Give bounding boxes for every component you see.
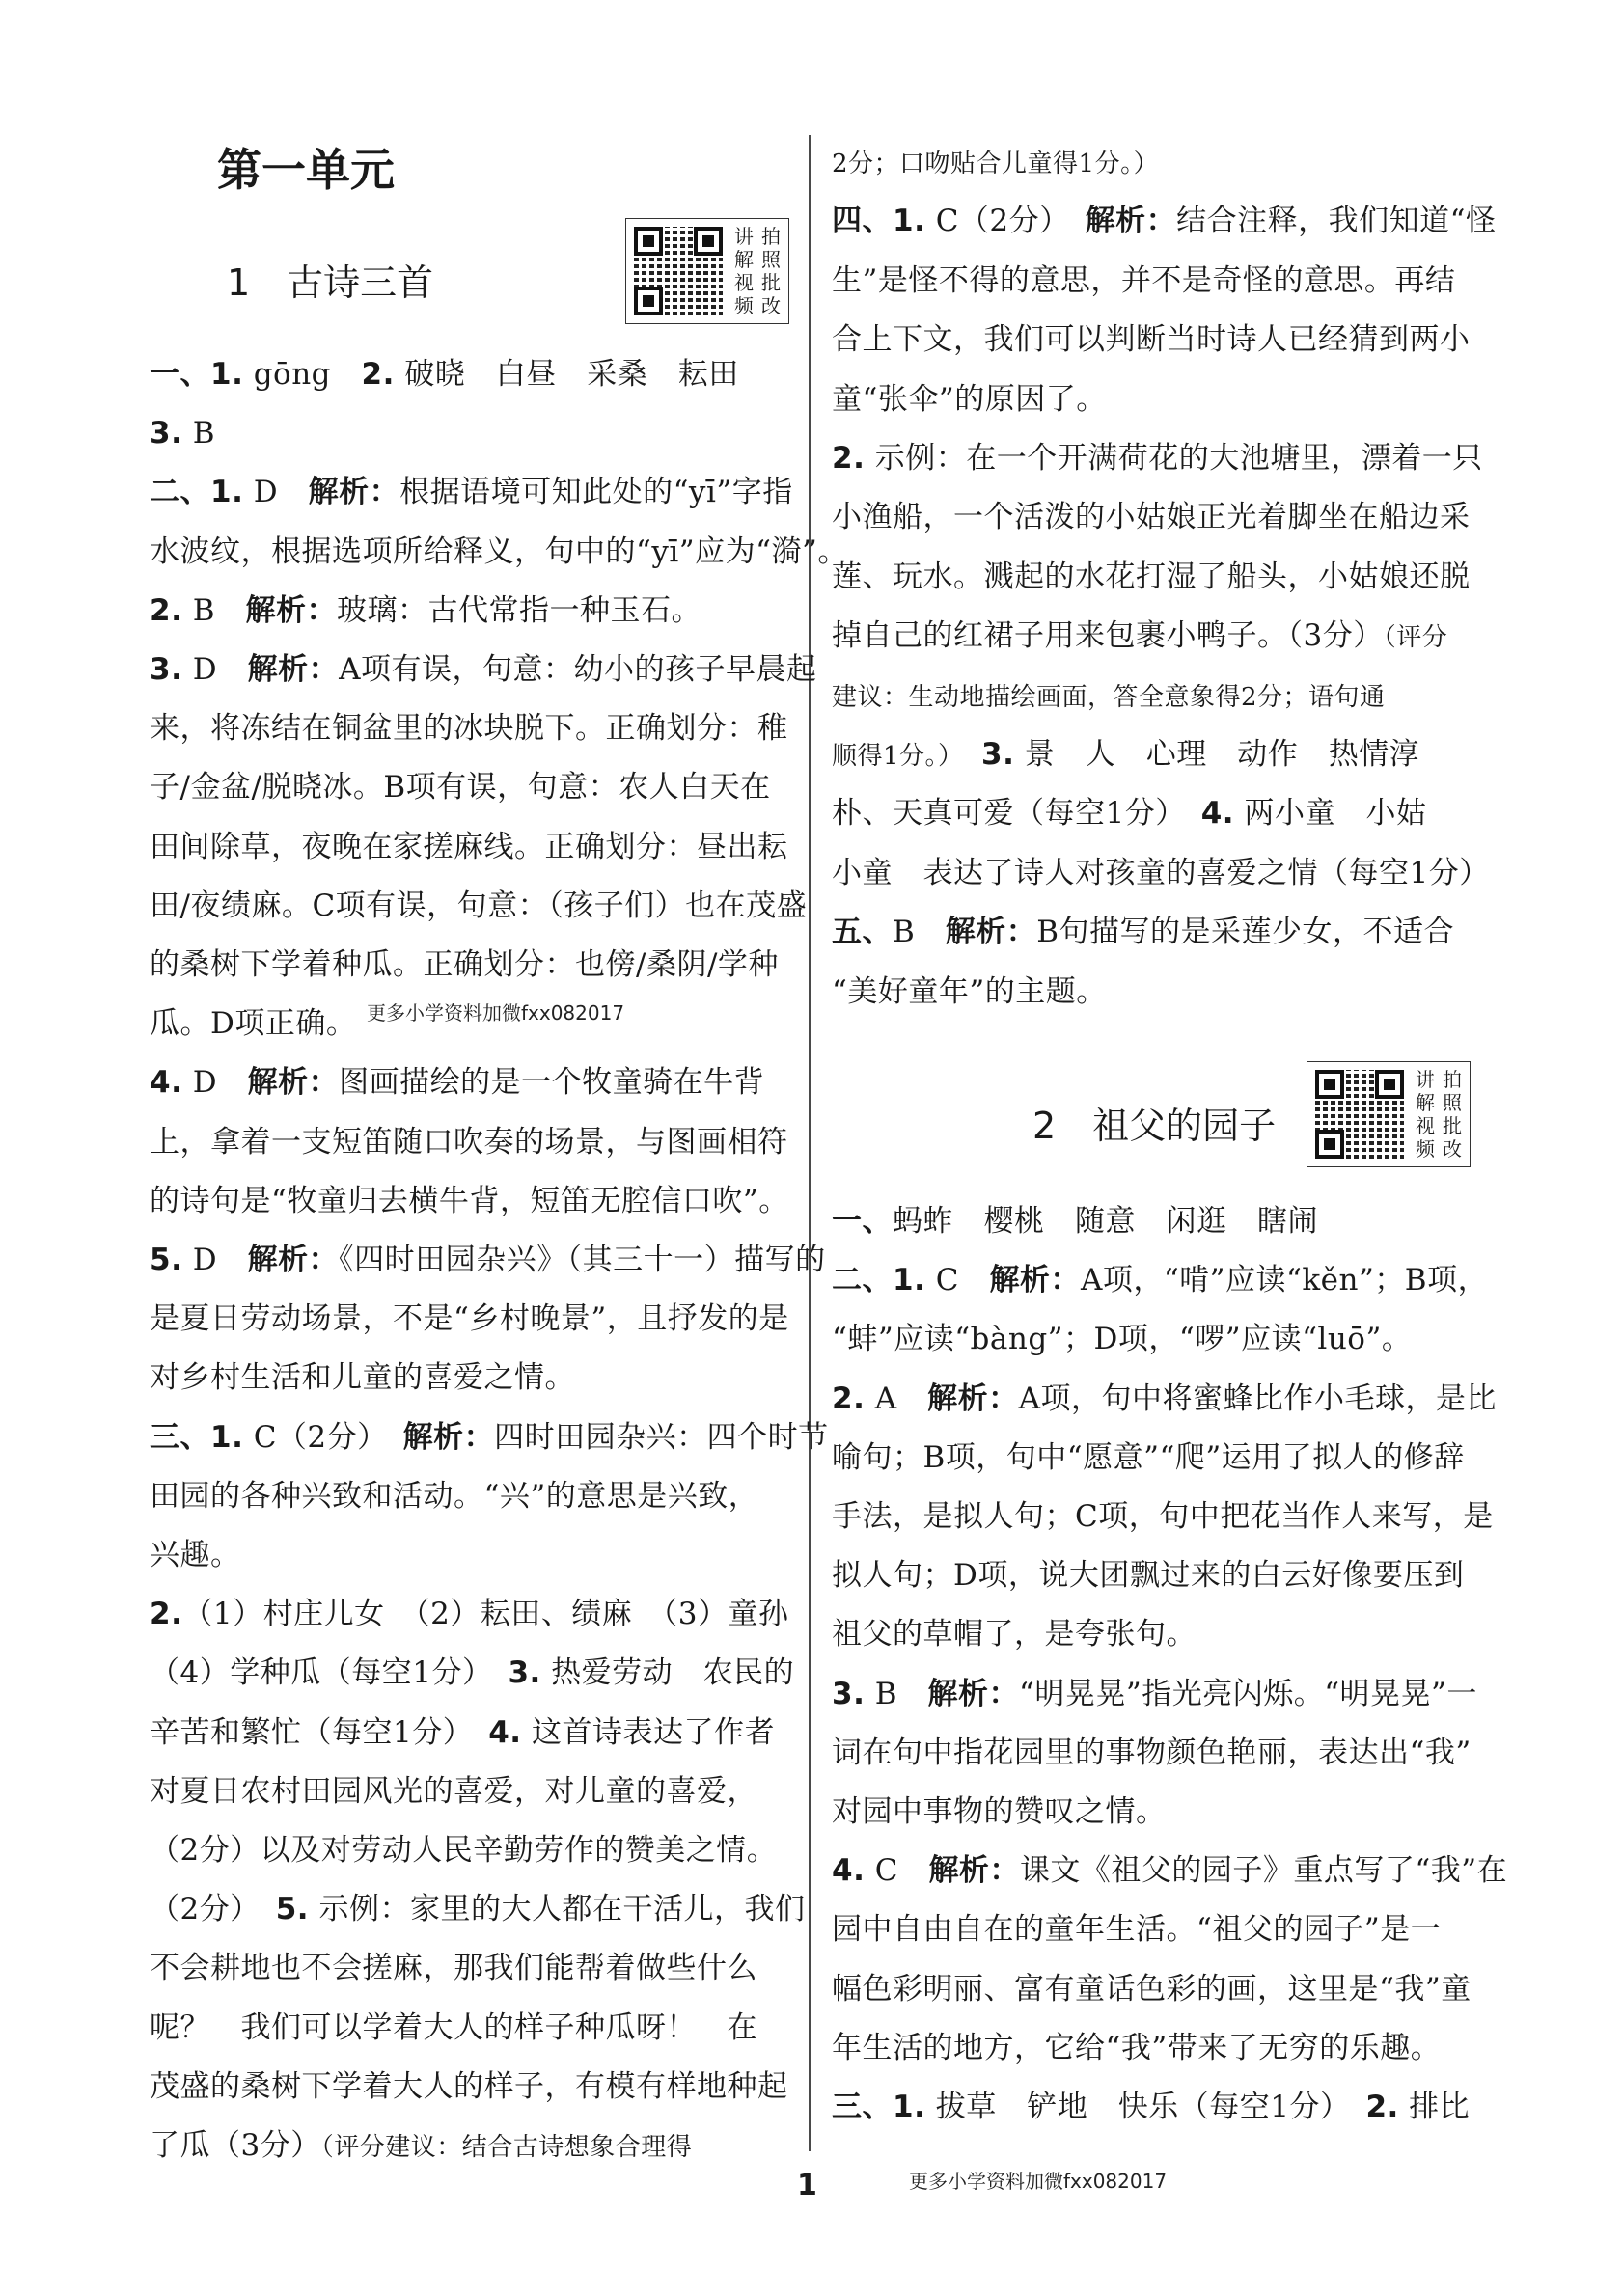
right-line: 园中自由自在的童年生活。“祖父的园子”是一 — [832, 1912, 1442, 1948]
left-line: 辛苦和繁忙（每空1分） 4. 这首诗表达了作者 — [150, 1714, 775, 1750]
qr-label: 讲 解 视 频 拍 照 批 改 — [734, 225, 781, 317]
right-line: 喻句；B项，句中“愿意”“爬”运用了拟人的修辞 — [832, 1439, 1465, 1475]
left-line: 田间除草，夜晚在家搓麻线。正确划分：昼出耘 — [150, 829, 788, 864]
right-line: 2. 示例：在一个开满荷花的大池塘里，漂着一只 — [832, 441, 1483, 476]
left-line: 田/夜绩麻。C项有误，句意：（孩子们）也在茂盛 — [150, 888, 808, 923]
left-line: （4）学种瓜（每空1分） 3. 热爱劳动 农民的 — [150, 1655, 795, 1691]
left-line: （2分）以及对劳动人民辛勤劳作的赞美之情。 — [150, 1833, 778, 1868]
right-line: 生”是怪不得的意思，并不是奇怪的意思。再结 — [832, 262, 1456, 298]
column-divider — [809, 135, 811, 2151]
left-line: 对夏日农村田园风光的喜爱，对儿童的喜爱， — [150, 1773, 757, 1809]
left-line: 3. B — [150, 416, 215, 451]
left-line: 4. D 解析：图画描绘的是一个牧童骑在牛背 — [150, 1065, 765, 1101]
left-line: 是夏日劳动场景，不是“乡村晚景”，且抒发的是 — [150, 1301, 789, 1337]
left-line: 茂盛的桑树下学着大人的样子，有模有样地种起 — [150, 2068, 788, 2104]
left-line: 田园的各种兴致和活动。“兴”的意思是兴致， — [150, 1478, 759, 1514]
right-line: 朴、天真可爱（每空1分） 4. 两小童 小姑 — [832, 796, 1427, 832]
left-line: 瓜。D项正确。 — [150, 1006, 357, 1042]
right-line: 词在句中指花园里的事物颜色艳丽，表达出“我” — [832, 1735, 1472, 1770]
left-line: 三、1. C（2分） 解析：四时田园杂兴：四个时节 — [150, 1419, 829, 1455]
right-line: “蚌”应读“bàng”；D项，“啰”应读“luō”。 — [832, 1322, 1413, 1357]
left-line: 2.（1）村庄儿女 （2）耘田、绩麻 （3）童孙 — [150, 1597, 789, 1632]
left-line: 的诗句是“牧童归去横牛背，短笛无腔信口吹”。 — [150, 1183, 789, 1218]
right-line: “美好童年”的主题。 — [832, 973, 1107, 1009]
left-line: 子/金盆/脱晓冰。B项有误，句意：农人白天在 — [150, 770, 771, 806]
right-line: 掉自己的红裙子用来包裹小鸭子。（3分）（评分 — [832, 618, 1448, 654]
right-line: 合上下文，我们可以判断当时诗人已经猜到两小 — [832, 322, 1471, 358]
right-line: 二、1. C 解析：A项，“啃”应读“kěn”；B项， — [832, 1263, 1489, 1298]
left-line: （2分） 5. 示例：家里的大人都在干活儿，我们 — [150, 1892, 806, 1927]
qr-label: 讲 解 视 频 拍 照 批 改 — [1416, 1068, 1462, 1161]
right-line: 手法，是拟人句；C项，句中把花当作人来写，是 — [832, 1499, 1494, 1534]
right-line: 3. B 解析：“明晃晃”指光亮闪烁。“明晃晃”一 — [832, 1676, 1477, 1711]
left-line: 二、1. D 解析：根据语境可知此处的“yī”字指 — [150, 475, 793, 510]
right-line: 对园中事物的赞叹之情。 — [832, 1794, 1167, 1829]
left-line: 不会耕地也不会搓麻，那我们能帮着做些什么 — [150, 1951, 757, 1986]
left-line: 一、1. gōng 2. 破晓 白昼 采桑 耘田 — [150, 357, 739, 392]
qr-code-box-2[interactable] — [1307, 1061, 1471, 1167]
watermark-text: 更多小学资料加微fxx082017 — [367, 1001, 625, 1025]
right-line: 顺得1分。） 3. 景 人 心理 动作 热情淳 — [832, 737, 1420, 772]
left-line: 呢？ 我们可以学着大人的样子种瓜呀！ 在 — [150, 2009, 757, 2045]
left-line: 对乡村生活和儿童的喜爱之情。 — [150, 1360, 575, 1396]
unit-title: 第一单元 — [217, 144, 395, 196]
left-line: 上，拿着一支短笛随口吹奏的场景，与图画相符 — [150, 1124, 788, 1160]
right-line: 4. C 解析：课文《祖父的园子》重点写了“我”在 — [832, 1853, 1508, 1889]
qr-code-icon — [634, 227, 723, 315]
right-line: 祖父的草帽了，是夸张句。 — [832, 1617, 1197, 1653]
watermark-text-footer: 更多小学资料加微fxx082017 — [909, 2170, 1168, 2193]
right-line: 小童 表达了诗人对孩童的喜爱之情（每空1分） — [832, 855, 1490, 890]
right-line: 三、1. 拔草 铲地 快乐（每空1分） 2. 排比 — [832, 2090, 1471, 2124]
left-line: 5. D 解析：《四时田园杂兴》（其三十一）描写的 — [150, 1243, 826, 1277]
lesson-1-title: 1 古诗三首 — [227, 261, 434, 304]
qr-code-icon — [1315, 1070, 1404, 1159]
right-line: 幅色彩明丽、富有童话色彩的画，这里是“我”童 — [832, 1971, 1472, 2007]
left-line: 水波纹，根据选项所给释义，句中的“yī”应为“漪”。 — [150, 533, 848, 569]
right-line: 一、蚂蚱 樱桃 随意 闲逛 瞎闹 — [832, 1204, 1318, 1239]
left-line: 的桑树下学着种瓜。正确划分：也傍/桑阴/学种 — [150, 947, 779, 982]
right-line: 2分；口吻贴合儿童得1分。） — [832, 150, 1160, 178]
right-line: 年生活的地方，它给“我”带来了无穷的乐趣。 — [832, 2030, 1442, 2065]
qr-code-box-1[interactable] — [625, 218, 789, 324]
right-line: 建议：生动地描绘画面，答全意象得2分；语句通 — [832, 682, 1386, 712]
left-line: 3. D 解析：A项有误，句意：幼小的孩子早晨起 — [150, 652, 817, 687]
right-line: 拟人句；D项，说大团飘过来的白云好像要压到 — [832, 1558, 1465, 1594]
right-line: 童“张伞”的原因了。 — [832, 381, 1107, 417]
left-line: 兴趣。 — [150, 1538, 241, 1572]
left-line: 了瓜（3分）（评分建议：结合古诗想象合理得 — [150, 2128, 693, 2163]
right-line: 五、B 解析：B句描写的是采莲少女，不适合 — [832, 915, 1455, 950]
right-line: 四、1. C（2分） 解析：结合注释，我们知道“怪 — [832, 204, 1497, 239]
left-line: 2. B 解析：玻璃：古代常指一种玉石。 — [150, 592, 701, 628]
right-line: 小渔船，一个活泼的小姑娘正光着脚坐在船边采 — [832, 500, 1471, 535]
lesson-2-title: 2 祖父的园子 — [1032, 1105, 1277, 1147]
right-line: 2. A 解析：A项，句中将蜜蜂比作小毛球，是比 — [832, 1380, 1497, 1416]
left-line: 来，将冻结在铜盆里的冰块脱下。正确划分：稚 — [150, 711, 788, 747]
page-number: 1 — [797, 2169, 817, 2202]
right-line: 莲、玩水。溅起的水花打湿了船头，小姑娘还脱 — [832, 559, 1471, 594]
